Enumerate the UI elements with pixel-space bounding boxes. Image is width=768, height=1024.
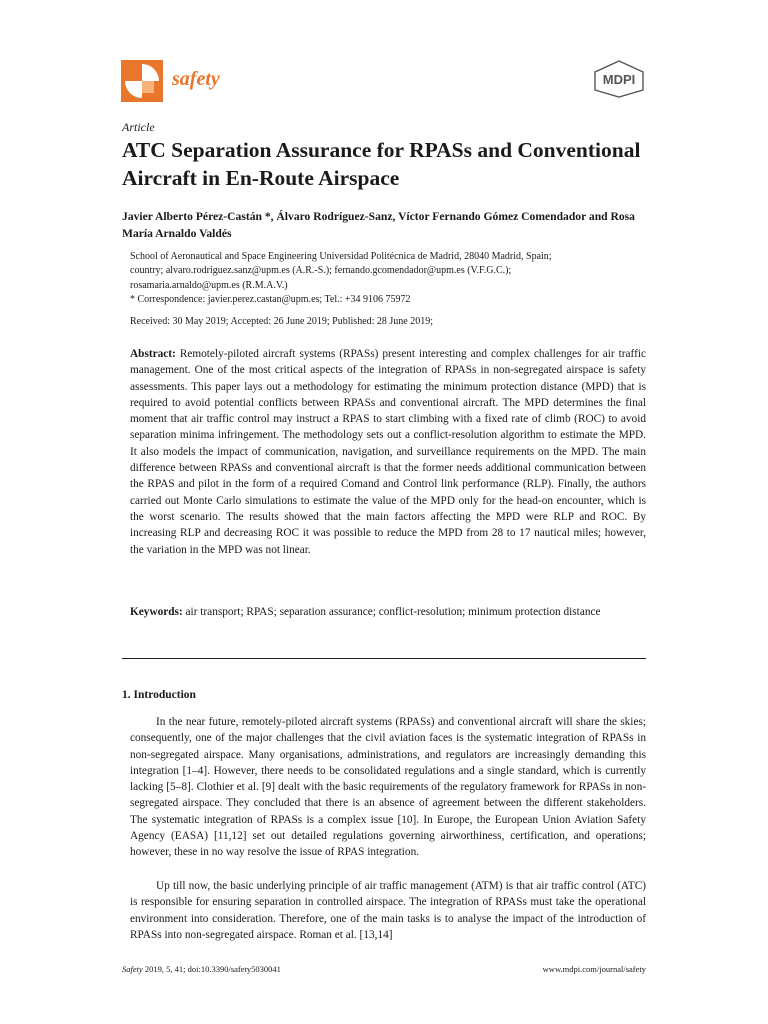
keywords [130, 604, 646, 620]
affiliations [130, 250, 650, 307]
svg-text:MDPI: MDPI [602, 72, 636, 87]
section-divider [122, 658, 646, 659]
correspondence-line: * Correspondence: javier.perez.castan@upm.es; Tel.: +34 9106 75972 [130, 293, 411, 305]
publisher-logo-icon [592, 60, 646, 98]
journal-logo-icon [121, 60, 163, 102]
body-paragraph: In the near future, remotely-piloted aircraft systems (RPASs) and conventional aircraft will share the skies; consequently, one of the major challenges that the civil aviation faces is the systematic integration of RPASs in non-segregated airspace. Many organisations, administrations, and regulators are increasingly demanding this integration [1–4]. However, there needs to be consolidated regulations and a single standard, which is currently lacking [5–8]. Clothier et al. [9] dealt with the basic requirements of the regulatory framework for RPASs in non-segregated airspace. They concluded that there is an absence of agreement between the different stakeholders. The systematic integration of RPASs is a complex issue [10]. In Europe, the European Union Aviation Safety Agency (EASA) [11,12] set out detailed regulations governing airworthiness, certification, and operations; however, these in no way resolve the issue of RPAS integration. [130, 716, 646, 859]
affiliation-line: School of Aeronautical and Space Engineering Universidad Politécnica de Madrid, 28040 Madrid, Spain; [130, 251, 552, 262]
journal-name: safety [172, 68, 220, 90]
footer-url[interactable]: www.mdpi.com/journal/safety [542, 964, 646, 974]
footer-citation [122, 964, 281, 974]
affiliation-line: rosamaria.arnaldo@upm.es (R.M.A.V.) [130, 279, 288, 291]
keywords-label: Keywords: [130, 606, 183, 618]
section-heading: 1. Introduction [122, 689, 196, 701]
abstract-label: Abstract: [130, 348, 176, 360]
author-list: Javier Alberto Pérez-Castán *, Álvaro Rodríguez-Sanz, Víctor Fernando Gómez Comendador and Rosa María Arnaldo Valdés [122, 210, 635, 240]
article-type: Article [122, 120, 155, 134]
publication-dates: Received: 30 May 2019; Accepted: 26 June 2019; Published: 28 June 2019; [130, 316, 434, 327]
body-paragraph: Up till now, the basic underlying principle of air traffic management (ATM) is that air traffic control (ATC) is responsible for ensuring separation in controlled airspace. The integration of RPASs must take the operational environment into consideration. Therefore, one of the main tasks is to analyse the impact of the introduction of RPASs into non-segregated airspace. Roman et al. [13,14] [130, 880, 646, 941]
abstract [130, 346, 646, 558]
affiliation-line: country; alvaro.rodriguez.sanz@upm.es (A.R.-S.); fernando.gcomendador@upm.es (V.F.G.C.); [130, 265, 512, 277]
footer-citation-text: 2019, 5, 41; doi:10.3390/safety5030041 [142, 964, 281, 974]
keywords-text: air transport; RPAS; separation assurance; conflict-resolution; minimum protection distance [185, 606, 601, 618]
paper-title: ATC Separation Assurance for RPASs and Conventional Aircraft in En-Route Airspace [122, 138, 641, 190]
abstract-text: Remotely-piloted aircraft systems (RPASs) present interesting and complex challenges for air traffic management. One of the most critical aspects of the integration of RPASs in non-segregated airspace is safety assessments. This paper lays out a methodology for estimating the minimum protection distance (MPD) that is required to avoid potential conflicts between RPASs and conventional aircraft. The MPD determines the final moment that air traffic control may instruct a RPAS to start climbing with a fixed rate of climb (ROC) to avoid separation minima infringement. The methodology sets out a conflict-resolution algorithm to estimate the MPD. It also models the impact of communication, navigation, and surveillance requirements on the MPD. The main difference between RPASs and conventional aircraft is that the former needs additional communication between the RPAS and pilot in the form of a required Comand and Control link performance (RLP). Finally, the authors carried out Monte Carlo simulations to estimate the value of the MPD only for the head-on encounter, which is the worst scenario. The results showed that the main factors affecting the MPD were RLP and ROC. By increasing RLP and decreasing ROC it was possible to reduce the MPD from 28 to 17 nautical miles; however, the variation in the MPD was not linear. [130, 348, 646, 556]
footer-journal: Safety [122, 964, 143, 974]
